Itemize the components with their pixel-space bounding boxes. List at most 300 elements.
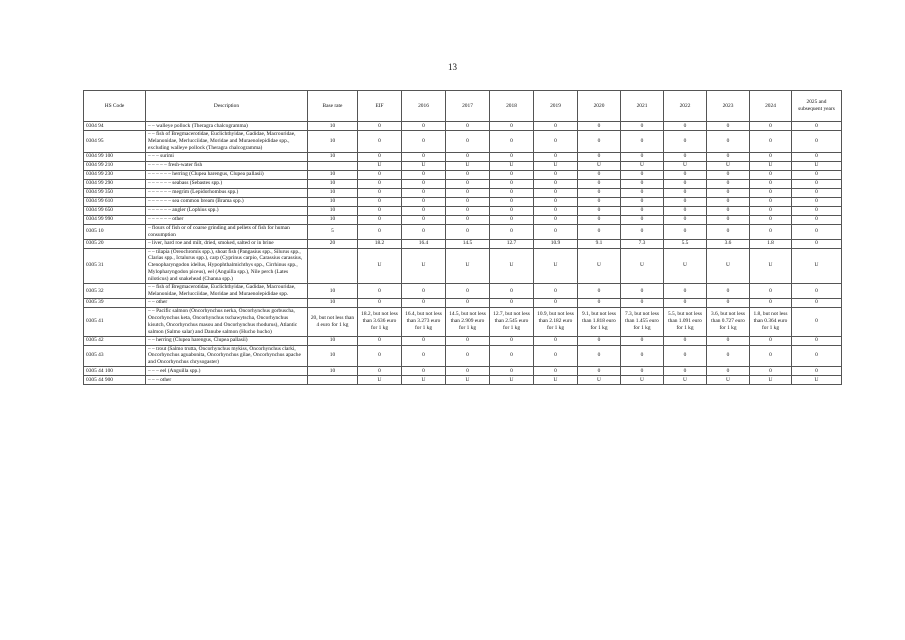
base-rate-cell: [308, 376, 358, 385]
rate-cell: 0: [750, 224, 792, 239]
rate-cell: 0: [446, 345, 490, 367]
rate-cell: 0: [490, 188, 534, 197]
rate-cell: 0: [446, 224, 490, 239]
rate-cell: 0: [490, 197, 534, 206]
rate-cell: 0: [792, 152, 842, 161]
hs-code-cell: 0305 31: [84, 248, 146, 284]
description-cell: – – trout (Salmo trutta, Oncorhynchus mykiss, Oncorhynchus clarki, Oncorhynchus aguabonita, Oncorhynchus gilae, Oncorhynchus apache and Oncorhynchus chrysogaster): [146, 345, 308, 367]
rate-cell: 1.8, but not less than 0.364 euro for 1 kg: [750, 307, 792, 336]
table-row: [84, 345, 842, 367]
rate-cell: 0: [358, 179, 402, 188]
rate-cell: 0: [664, 131, 707, 153]
rate-cell: 0: [792, 307, 842, 336]
hs-code-cell: 0305 10: [84, 224, 146, 239]
rate-cell: U: [707, 376, 750, 385]
rate-cell: 0: [707, 298, 750, 307]
rate-cell: U: [792, 161, 842, 170]
rate-cell: 0: [534, 152, 578, 161]
base-rate-cell: 10: [308, 206, 358, 215]
column-header: 2017: [446, 91, 490, 122]
rate-cell: 0: [358, 336, 402, 345]
rate-cell: U: [664, 248, 707, 284]
rate-cell: 0: [578, 206, 621, 215]
rate-cell: 0: [750, 367, 792, 376]
rate-cell: 0: [358, 345, 402, 367]
rate-cell: U: [621, 248, 664, 284]
rate-cell: 0: [358, 224, 402, 239]
rate-cell: U: [446, 376, 490, 385]
rate-cell: 0: [402, 206, 446, 215]
rate-cell: 0: [402, 215, 446, 224]
rate-cell: 9.1: [578, 239, 621, 248]
rate-cell: 0: [621, 367, 664, 376]
base-rate-cell: 10: [308, 152, 358, 161]
rate-cell: 14.5: [446, 239, 490, 248]
hs-code-cell: 0304 99 290: [84, 179, 146, 188]
rate-cell: 0: [750, 345, 792, 367]
rate-cell: 5.5: [664, 239, 707, 248]
base-rate-cell: [308, 161, 358, 170]
rate-cell: 0: [664, 336, 707, 345]
rate-cell: 0: [402, 131, 446, 153]
rate-cell: 0: [534, 179, 578, 188]
rate-cell: 0: [664, 170, 707, 179]
rate-cell: 0: [578, 152, 621, 161]
rate-cell: 7.3: [621, 239, 664, 248]
rate-cell: 0: [578, 215, 621, 224]
rate-cell: U: [358, 376, 402, 385]
column-header: 2021: [621, 91, 664, 122]
rate-cell: 5.5, but not less than 1.091 euro for 1 kg: [664, 307, 707, 336]
rate-cell: 0: [446, 215, 490, 224]
rate-cell: 0: [446, 122, 490, 131]
rate-cell: 0: [446, 336, 490, 345]
rate-cell: 0: [707, 206, 750, 215]
rate-cell: 1.8: [750, 239, 792, 248]
description-cell: – – – other: [146, 376, 308, 385]
rate-cell: 0: [621, 179, 664, 188]
table-row: [84, 284, 842, 299]
table-row: [84, 170, 842, 179]
rate-cell: U: [750, 376, 792, 385]
column-header: 2023: [707, 91, 750, 122]
rate-cell: 0: [490, 215, 534, 224]
base-rate-cell: 10: [308, 179, 358, 188]
table-row: [84, 224, 842, 239]
rate-cell: U: [402, 248, 446, 284]
rate-cell: 0: [534, 188, 578, 197]
table-header-row: [84, 91, 842, 122]
rate-cell: 0: [707, 122, 750, 131]
base-rate-cell: 10: [308, 188, 358, 197]
column-header: Base rate: [308, 91, 358, 122]
rate-cell: 0: [750, 122, 792, 131]
description-cell: – flours of fish or of coarse grinding and pellets of fish for human consumption: [146, 224, 308, 239]
rate-cell: 0: [707, 284, 750, 299]
rate-cell: 0: [534, 170, 578, 179]
description-cell: – – fish of Bregmacerotidae, Euclichthyidae, Gadidae, Macrouridae, Melanonidae, Merlucciidae, Moridae and Muraenolepididae spp.: [146, 284, 308, 299]
rate-cell: 0: [358, 152, 402, 161]
rate-cell: 0: [792, 367, 842, 376]
rate-cell: 0: [750, 188, 792, 197]
rate-cell: U: [621, 161, 664, 170]
rate-cell: U: [490, 376, 534, 385]
rate-cell: 0: [490, 224, 534, 239]
rate-cell: 0: [490, 152, 534, 161]
rate-cell: 0: [578, 284, 621, 299]
rate-cell: 0: [750, 152, 792, 161]
rate-cell: 0: [792, 131, 842, 153]
base-rate-cell: [308, 248, 358, 284]
rate-cell: 0: [792, 179, 842, 188]
rate-cell: 0: [358, 298, 402, 307]
rate-cell: U: [664, 161, 707, 170]
description-cell: – – fish of Bregmacerotidae, Euclichthyidae, Gadidae, Macrouridae, Melanonidae, Merlucciidae, Moridae and Muraenolepididae spp., excluding walleye pollock (Theragra chalcogramma): [146, 131, 308, 153]
description-cell: – – other: [146, 298, 308, 307]
rate-cell: 0: [490, 298, 534, 307]
rate-cell: 0: [578, 188, 621, 197]
rate-cell: 0: [446, 206, 490, 215]
rate-cell: 0: [621, 188, 664, 197]
rate-cell: 0: [621, 284, 664, 299]
rate-cell: 0: [621, 131, 664, 153]
rate-cell: U: [750, 161, 792, 170]
rate-cell: 0: [621, 336, 664, 345]
rate-cell: 10.9: [534, 239, 578, 248]
table-row: [84, 152, 842, 161]
rate-cell: 0: [664, 188, 707, 197]
rate-cell: 0: [402, 367, 446, 376]
rate-cell: 0: [621, 224, 664, 239]
rate-cell: 0: [621, 345, 664, 367]
rate-cell: 0: [750, 206, 792, 215]
rate-cell: 0: [750, 215, 792, 224]
base-rate-cell: 10: [308, 131, 358, 153]
rate-cell: 0: [358, 367, 402, 376]
rate-cell: 0: [750, 284, 792, 299]
table-row: [84, 376, 842, 385]
rate-cell: 0: [621, 170, 664, 179]
rate-cell: 0: [621, 298, 664, 307]
rate-cell: 0: [792, 188, 842, 197]
rate-cell: 0: [621, 122, 664, 131]
table-row: [84, 179, 842, 188]
rate-cell: U: [534, 376, 578, 385]
rate-cell: 0: [402, 336, 446, 345]
hs-code-cell: 0304 99 610: [84, 197, 146, 206]
hs-code-cell: 0304 99 990: [84, 215, 146, 224]
rate-cell: 0: [578, 122, 621, 131]
rate-cell: 0: [707, 215, 750, 224]
rate-cell: 0: [750, 179, 792, 188]
rate-cell: 3.6: [707, 239, 750, 248]
rate-cell: 10.9, but not less than 2.182 euro for 1 kg: [534, 307, 578, 336]
table-row: [84, 298, 842, 307]
rate-cell: 0: [707, 152, 750, 161]
rate-cell: 0: [792, 336, 842, 345]
column-header: 2016: [402, 91, 446, 122]
rate-cell: 16.4: [402, 239, 446, 248]
rate-cell: 0: [750, 197, 792, 206]
rate-cell: 0: [358, 122, 402, 131]
rate-cell: 0: [707, 336, 750, 345]
description-cell: – – – – – fresh-water fish: [146, 161, 308, 170]
rate-cell: 0: [358, 197, 402, 206]
rate-cell: 0: [446, 284, 490, 299]
column-header: 2018: [490, 91, 534, 122]
hs-code-cell: 0304 99 100: [84, 152, 146, 161]
rate-cell: 0: [402, 170, 446, 179]
rate-cell: U: [578, 248, 621, 284]
rate-cell: 0: [578, 197, 621, 206]
rate-cell: 0: [621, 206, 664, 215]
rate-cell: 12.7, but not less than 2.545 euro for 1 kg: [490, 307, 534, 336]
rate-cell: 0: [707, 197, 750, 206]
description-cell: – – – – – – angler (Lophius spp.): [146, 206, 308, 215]
rate-cell: 0: [446, 152, 490, 161]
column-header: EIF: [358, 91, 402, 122]
description-cell: – – – – – – megrim (Lepidorhombus spp.): [146, 188, 308, 197]
table-row: [84, 248, 842, 284]
rate-cell: 0: [402, 188, 446, 197]
hs-code-cell: 0304 99 650: [84, 206, 146, 215]
description-cell: – liver, hard roe and milt, dried, smoked, salted or in brine: [146, 239, 308, 248]
table-row: [84, 197, 842, 206]
rate-cell: U: [534, 161, 578, 170]
hs-code-cell: 0304 99 350: [84, 188, 146, 197]
rate-cell: 0: [490, 170, 534, 179]
hs-code-cell: 0305 44 100: [84, 367, 146, 376]
rate-cell: U: [664, 376, 707, 385]
rate-cell: 0: [578, 224, 621, 239]
rate-cell: 0: [358, 215, 402, 224]
hs-code-cell: 0305 44 900: [84, 376, 146, 385]
rate-cell: 0: [446, 197, 490, 206]
rate-cell: U: [402, 161, 446, 170]
rate-cell: 0: [621, 152, 664, 161]
description-cell: – – – – – – other: [146, 215, 308, 224]
base-rate-cell: 10: [308, 298, 358, 307]
base-rate-cell: 10: [308, 367, 358, 376]
rate-cell: 0: [792, 197, 842, 206]
rate-cell: 0: [446, 131, 490, 153]
rate-cell: U: [707, 161, 750, 170]
rate-cell: 0: [792, 170, 842, 179]
rate-cell: 0: [402, 122, 446, 131]
rate-cell: U: [792, 376, 842, 385]
rate-cell: 0: [792, 224, 842, 239]
hs-code-cell: 0304 99 230: [84, 170, 146, 179]
rate-cell: 0: [664, 122, 707, 131]
rate-cell: U: [534, 248, 578, 284]
page-number: 13: [448, 62, 457, 72]
hs-code-cell: 0305 20: [84, 239, 146, 248]
rate-cell: 0: [792, 215, 842, 224]
column-header: 2020: [578, 91, 621, 122]
description-cell: – – – – – – sea common bream (Brama spp.): [146, 197, 308, 206]
rate-cell: U: [490, 248, 534, 284]
rate-cell: 16.4, but not less than 3.273 euro for 1 kg: [402, 307, 446, 336]
rate-cell: 0: [358, 284, 402, 299]
hs-code-cell: 0304 95: [84, 131, 146, 153]
rate-cell: 0: [792, 345, 842, 367]
column-header: 2019: [534, 91, 578, 122]
rate-cell: 0: [446, 298, 490, 307]
rate-cell: 0: [490, 122, 534, 131]
rate-cell: 0: [792, 206, 842, 215]
description-cell: – – tilapia (Oreochromis spp.), shoat fish (Pangasius spp., Silurus spp., Clarias spp., Ictalurus spp.), carp (Cyprinus carpio, Carassius carassius, Ctenopharyngodon idellus, Hypophthalmichthys spp., Cirrhinus spp., Mylopharyngodon piceus), eel (Anguilla spp.), Nile perch (Lates niloticus) and snakehead (Channa spp.): [146, 248, 308, 284]
table-row: [84, 131, 842, 153]
hs-code-cell: 0304 99 210: [84, 161, 146, 170]
table-row: [84, 367, 842, 376]
rate-cell: 0: [664, 298, 707, 307]
rate-cell: 3.6, but not less than 0.727 euro for 1 kg: [707, 307, 750, 336]
rate-cell: 0: [402, 224, 446, 239]
table-row: [84, 188, 842, 197]
rate-cell: 0: [534, 284, 578, 299]
column-header: 2024: [750, 91, 792, 122]
rate-cell: 0: [664, 284, 707, 299]
rate-cell: 0: [792, 298, 842, 307]
rate-cell: 0: [707, 179, 750, 188]
description-cell: – – – surimi: [146, 152, 308, 161]
table-row: [84, 161, 842, 170]
rate-cell: 0: [578, 336, 621, 345]
rate-cell: 0: [358, 170, 402, 179]
rate-cell: 0: [534, 206, 578, 215]
rate-cell: 0: [707, 224, 750, 239]
rate-cell: 0: [664, 224, 707, 239]
base-rate-cell: 10: [308, 197, 358, 206]
rate-cell: 14.5, but not less than 2.909 euro for 1 kg: [446, 307, 490, 336]
hs-code-cell: 0305 43: [84, 345, 146, 367]
rate-cell: 0: [490, 367, 534, 376]
rate-cell: 0: [707, 131, 750, 153]
description-cell: – – – eel (Anguilla spp.): [146, 367, 308, 376]
rate-cell: 0: [750, 336, 792, 345]
tariff-schedule-table: [83, 90, 842, 385]
rate-cell: 0: [534, 131, 578, 153]
description-cell: – – Pacific salmon (Oncorhynchus nerka, Oncorhynchus gorbuscha, Oncorhynchus keta, Oncorhynchus tschawytscha, Oncorhynchus kisutch, Oncorhynchus masou and Oncorhynchus rhodurus), Atlantic salmon (Salmo salar) and Danube salmon (Hucho hucho): [146, 307, 308, 336]
column-header: HS Code: [84, 91, 146, 122]
rate-cell: U: [490, 161, 534, 170]
hs-code-cell: 0305 41: [84, 307, 146, 336]
table-body: [84, 122, 842, 385]
rate-cell: 0: [750, 131, 792, 153]
rate-cell: U: [750, 248, 792, 284]
base-rate-cell: 10: [308, 170, 358, 179]
description-cell: – – – – – – herring (Clupea harengus, Clupea pallasii): [146, 170, 308, 179]
rate-cell: 0: [446, 179, 490, 188]
base-rate-cell: 10: [308, 345, 358, 367]
rate-cell: U: [446, 161, 490, 170]
rate-cell: 0: [664, 367, 707, 376]
description-cell: – – herring (Clupea harengus, Clupea pallasii): [146, 336, 308, 345]
hs-code-cell: 0305 32: [84, 284, 146, 299]
rate-cell: 0: [664, 345, 707, 367]
rate-cell: 0: [664, 179, 707, 188]
rate-cell: 0: [792, 239, 842, 248]
rate-cell: 0: [578, 131, 621, 153]
rate-cell: 0: [358, 131, 402, 153]
rate-cell: 0: [490, 179, 534, 188]
rate-cell: U: [578, 161, 621, 170]
column-header: 2025 and subsequent years: [792, 91, 842, 122]
rate-cell: U: [358, 161, 402, 170]
rate-cell: 9.1, but not less than 1.818 euro for 1 kg: [578, 307, 621, 336]
rate-cell: 0: [490, 206, 534, 215]
rate-cell: 0: [534, 367, 578, 376]
rate-cell: 0: [534, 345, 578, 367]
description-cell: – – – – – – seabass (Sebastes spp.): [146, 179, 308, 188]
rate-cell: 0: [621, 215, 664, 224]
rate-cell: 0: [446, 367, 490, 376]
rate-cell: 0: [402, 197, 446, 206]
rate-cell: U: [707, 248, 750, 284]
hs-code-cell: 0305 42: [84, 336, 146, 345]
rate-cell: 0: [664, 215, 707, 224]
rate-cell: 0: [792, 122, 842, 131]
rate-cell: 0: [402, 298, 446, 307]
rate-cell: 0: [534, 224, 578, 239]
rate-cell: 0: [446, 170, 490, 179]
base-rate-cell: 20, but not less than 4 euro for 1 kg: [308, 307, 358, 336]
rate-cell: 0: [578, 367, 621, 376]
rate-cell: 0: [534, 215, 578, 224]
table-row: [84, 122, 842, 131]
base-rate-cell: 5: [308, 224, 358, 239]
rate-cell: 0: [534, 122, 578, 131]
rate-cell: 0: [750, 298, 792, 307]
rate-cell: 0: [490, 336, 534, 345]
rate-cell: 0: [578, 345, 621, 367]
rate-cell: 12.7: [490, 239, 534, 248]
rate-cell: 0: [402, 179, 446, 188]
rate-cell: 0: [534, 336, 578, 345]
rate-cell: U: [621, 376, 664, 385]
rate-cell: 0: [446, 188, 490, 197]
column-header: Description: [146, 91, 308, 122]
rate-cell: 0: [358, 188, 402, 197]
rate-cell: U: [578, 376, 621, 385]
description-cell: – – walleye pollock (Theragra chalcogramma): [146, 122, 308, 131]
rate-cell: 18.2: [358, 239, 402, 248]
rate-cell: 0: [750, 170, 792, 179]
rate-cell: 0: [578, 179, 621, 188]
rate-cell: 0: [664, 197, 707, 206]
rate-cell: 0: [490, 131, 534, 153]
hs-code-cell: 0304 94: [84, 122, 146, 131]
rate-cell: 7.3, but not less than 1.455 euro for 1 kg: [621, 307, 664, 336]
rate-cell: 0: [664, 206, 707, 215]
table-row: [84, 206, 842, 215]
rate-cell: 0: [402, 345, 446, 367]
base-rate-cell: 10: [308, 122, 358, 131]
rate-cell: 18.2, but not less than 3.636 euro for 1 kg: [358, 307, 402, 336]
rate-cell: U: [402, 376, 446, 385]
column-header: 2022: [664, 91, 707, 122]
rate-cell: 0: [578, 170, 621, 179]
rate-cell: U: [446, 248, 490, 284]
rate-cell: 0: [578, 298, 621, 307]
table-row: [84, 336, 842, 345]
base-rate-cell: 10: [308, 284, 358, 299]
base-rate-cell: 10: [308, 215, 358, 224]
hs-code-cell: 0305 39: [84, 298, 146, 307]
rate-cell: 0: [707, 170, 750, 179]
table-row: [84, 215, 842, 224]
rate-cell: 0: [490, 345, 534, 367]
